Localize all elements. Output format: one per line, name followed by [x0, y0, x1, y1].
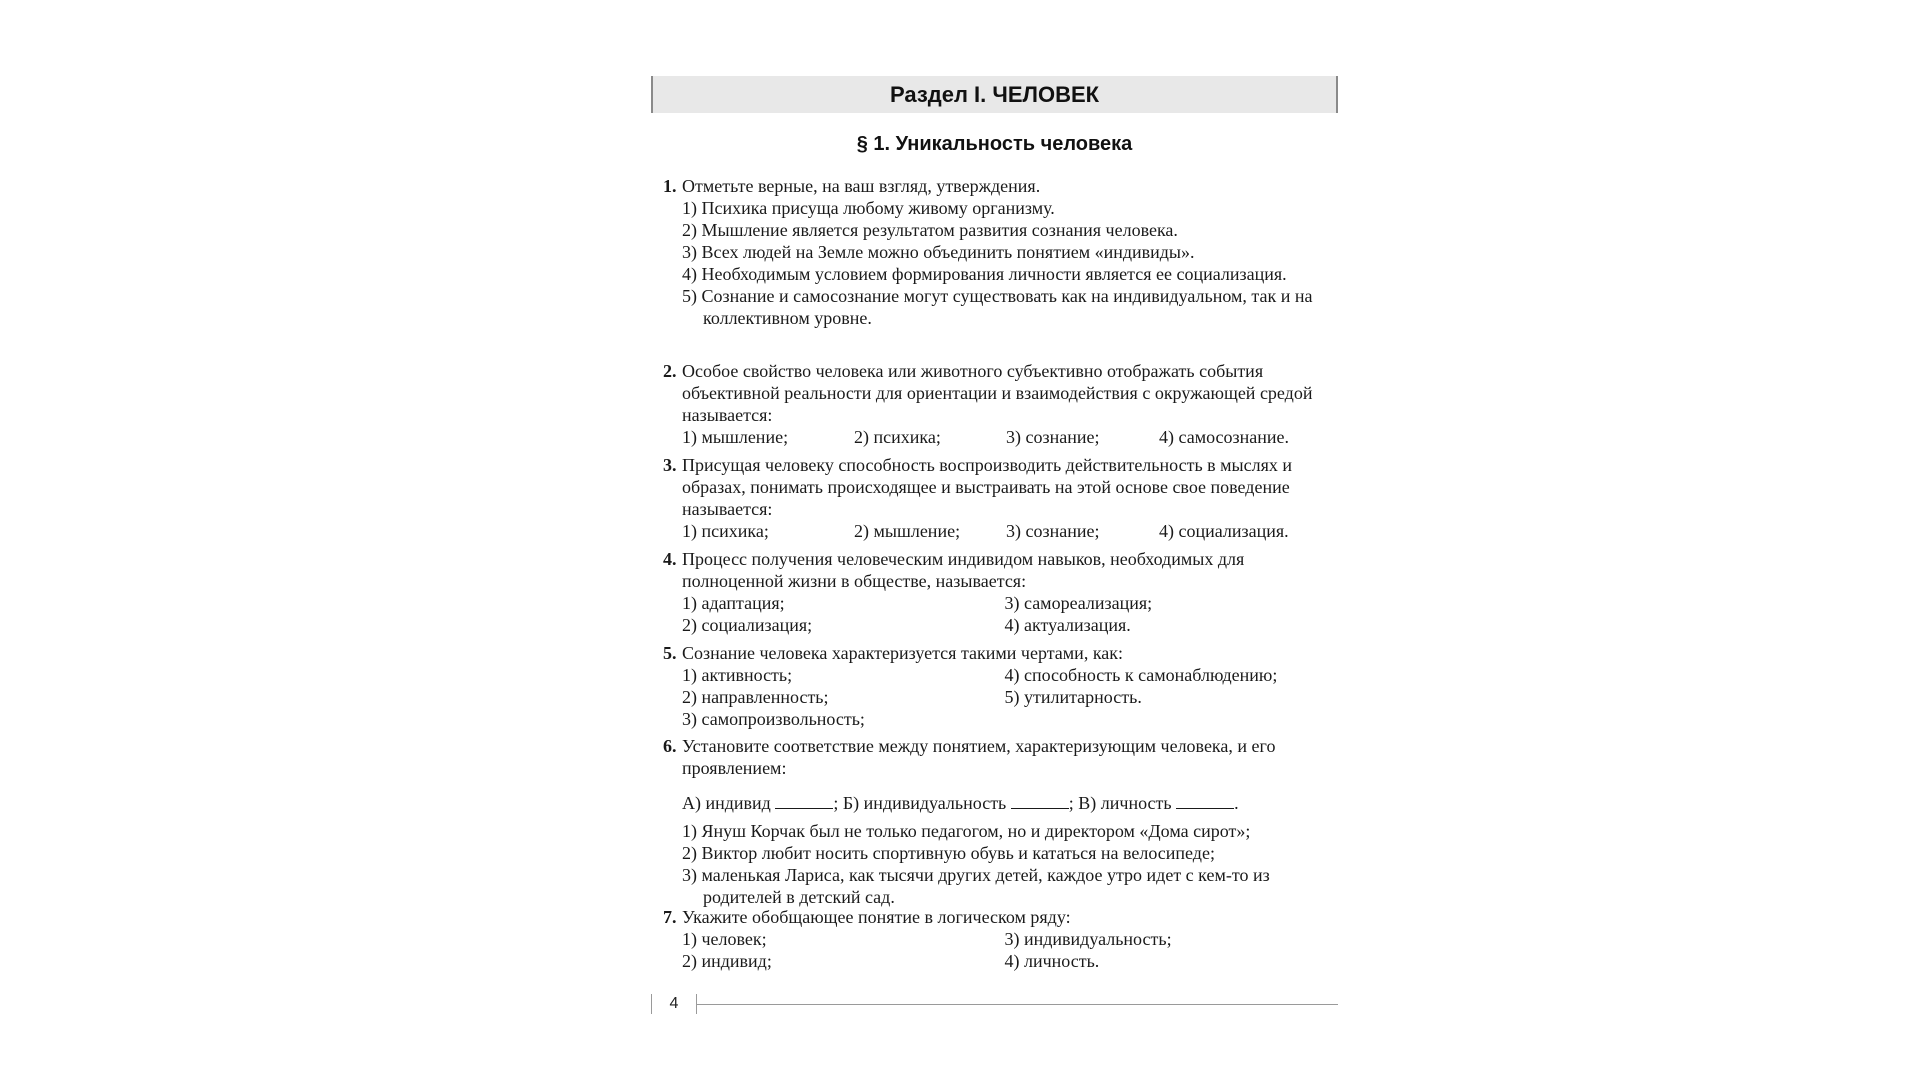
option: 3) самопроизвольность;: [682, 709, 865, 729]
question-stem: [663, 735, 1323, 779]
option: 2) направленность;: [682, 687, 829, 707]
option: 2) Мышление является результатом развития сознания человека.: [682, 220, 1178, 240]
question-number: 1.: [663, 176, 677, 196]
answer-blank-a[interactable]: [775, 794, 833, 809]
answer-blank-b[interactable]: [1011, 794, 1069, 809]
option: 4) социализация.: [1159, 521, 1289, 541]
textbook-page: [651, 76, 1338, 1026]
question-stem: [663, 360, 1323, 426]
option: 1) активность;: [682, 665, 793, 685]
option: 4) способность к самонаблюдению;: [1004, 665, 1278, 685]
option: 1) мышление;: [682, 427, 789, 447]
question-stem: [663, 906, 1323, 928]
option: 4) самосознание.: [1159, 427, 1290, 447]
options-row: [663, 592, 1323, 614]
option: 1) Януш Корчак был не только педагогом, но и директором «Дома сирот»;: [682, 821, 1251, 841]
question-stem: [663, 175, 1323, 197]
options-row: [663, 928, 1323, 950]
option: 4) актуализация.: [1004, 615, 1131, 635]
option: 3) самореализация;: [1004, 593, 1153, 613]
page-number: 4: [669, 995, 679, 1012]
match-end: .: [1234, 793, 1239, 813]
option: 5) утилитарность.: [1004, 687, 1142, 707]
option: 3) сознание;: [1006, 521, 1100, 541]
answer-blank-c[interactable]: [1176, 794, 1234, 809]
question-1: [663, 175, 1323, 329]
question-stem: [663, 454, 1323, 520]
option: 3) Всех людей на Земле можно объединить понятием «индивиды».: [682, 242, 1195, 262]
paragraph-title: § 1. Уникальность человека: [856, 133, 1133, 155]
option: 3) маленькая Лариса, как тысячи других детей, каждое утро идет с кем-то из родителей в детский сад.: [682, 865, 1270, 907]
question-number: 5.: [663, 643, 677, 663]
options-row: [663, 426, 1323, 448]
question-number: 6.: [663, 736, 677, 756]
options-row: [663, 708, 1323, 730]
option: 2) социализация;: [682, 615, 813, 635]
option: 2) Виктор любит носить спортивную обувь и кататься на велосипеде;: [682, 843, 1215, 863]
question-text: Сознание человека характеризуется такими чертами, как:: [682, 643, 1124, 663]
question-3: [663, 454, 1323, 542]
option: 2) психика;: [854, 427, 941, 447]
options-row: [663, 614, 1323, 636]
match-label-a: А) индивид: [682, 793, 771, 813]
question-text: Присущая человеку способность воспроизводить действительность в мыслях и образах, понимать происходящее и выстраивать на этой основе свое поведение называется:: [682, 455, 1293, 519]
options-row: [663, 520, 1323, 542]
option: 1) психика;: [682, 521, 769, 541]
question-number: 7.: [663, 907, 677, 927]
options-row: [663, 950, 1323, 972]
question-5: [663, 642, 1323, 730]
question-2: [663, 360, 1323, 448]
option: 1) Психика присуща любому живому организму.: [682, 198, 1055, 218]
matching-row: [663, 792, 1323, 814]
question-stem: [663, 642, 1323, 664]
question-text: Отметьте верные, на ваш взгляд, утверждения.: [682, 176, 1041, 196]
question-text: Укажите обобщающее понятие в логическом ряду:: [682, 907, 1071, 927]
option: 2) индивид;: [682, 951, 772, 971]
question-6: [663, 735, 1323, 908]
option: 1) адаптация;: [682, 593, 785, 613]
option: 3) индивидуальность;: [1004, 929, 1172, 949]
question-text: Особое свойство человека или животного субъективно отображать события объективной реальности для ориентации и взаимодействия с окружающей средой называется:: [682, 361, 1313, 425]
option: 4) Необходимым условием формирования личности является ее социализация.: [682, 264, 1287, 284]
options-row: [663, 686, 1323, 708]
match-label-c: ; В) личность: [1068, 793, 1172, 813]
question-number: 3.: [663, 455, 677, 475]
question-7: [663, 906, 1323, 972]
question-number: 2.: [663, 361, 677, 381]
option: 2) мышление;: [854, 521, 961, 541]
question-4: [663, 548, 1323, 636]
match-label-b: ; Б) индивидуальность: [833, 793, 1007, 813]
option: 3) сознание;: [1006, 427, 1100, 447]
footer-rule: [651, 1004, 1338, 1005]
option: 5) Сознание и самосознание могут существовать как на индивидуальном, так и на коллективном уровне.: [682, 286, 1313, 328]
section-title: Раздел I. ЧЕЛОВЕК: [889, 82, 1100, 107]
question-stem: [663, 548, 1323, 592]
option: 4) личность.: [1004, 951, 1100, 971]
question-number: 4.: [663, 549, 677, 569]
options-row: [663, 664, 1323, 686]
question-text: Установите соответствие между понятием, характеризующим человека, и его проявлением:: [682, 736, 1276, 778]
option: 1) человек;: [682, 929, 767, 949]
question-text: Процесс получения человеческим индивидом навыков, необходимых для полноценной жизни в обществе, называется:: [682, 549, 1245, 591]
